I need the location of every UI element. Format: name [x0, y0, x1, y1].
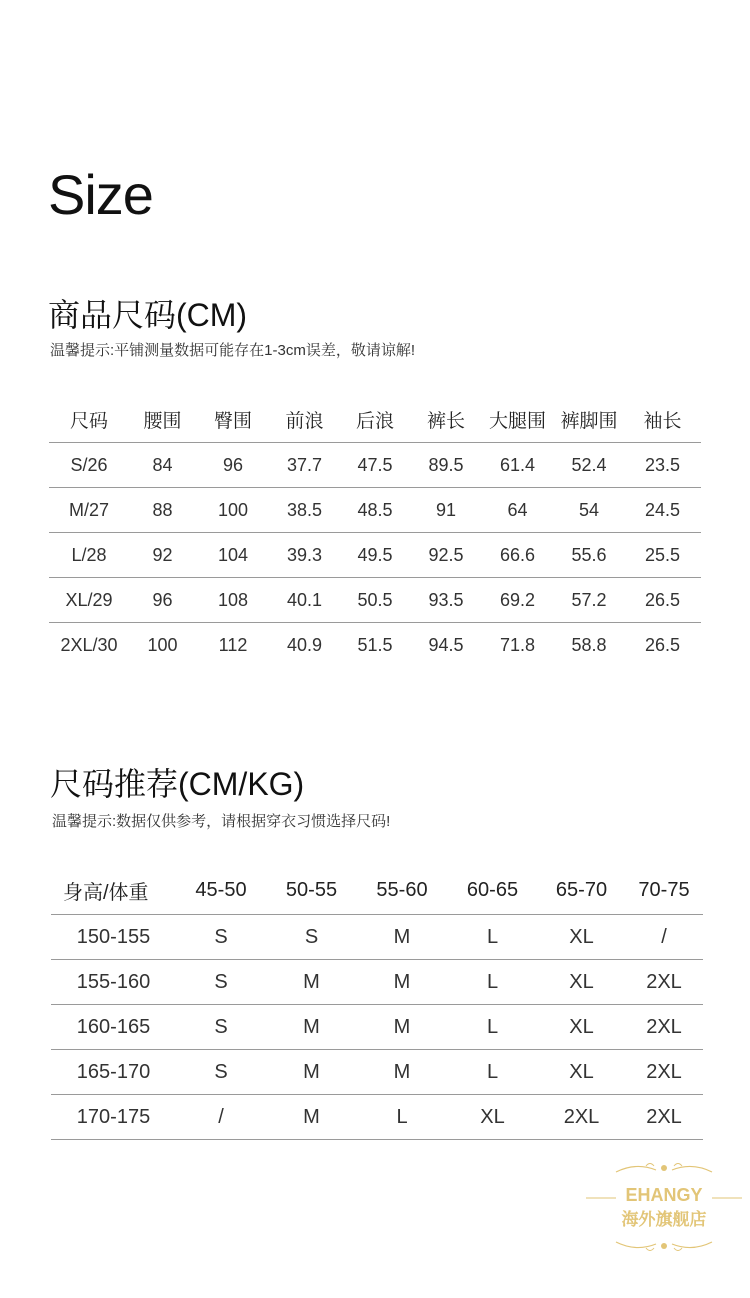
- table-cell: L: [447, 1005, 538, 1050]
- table-cell: 57.2: [554, 578, 624, 623]
- table-cell: 26.5: [644, 634, 681, 655]
- recommend-table: [51, 866, 703, 1140]
- table-cell: 100: [196, 488, 270, 533]
- table-cell: M: [357, 915, 447, 960]
- table-row: [49, 443, 701, 488]
- table-cell: 84: [129, 443, 196, 488]
- table-cell: 71.8: [499, 634, 536, 655]
- table-cell: M: [357, 1005, 447, 1050]
- table-row: [51, 1095, 703, 1140]
- table-row: [51, 960, 703, 1005]
- header-cell: 袖长: [624, 397, 701, 443]
- table-cell: 47.5: [339, 443, 411, 488]
- table-cell: 91: [411, 488, 481, 533]
- table-cell: 96: [196, 443, 270, 488]
- table-cell: M: [266, 1095, 357, 1140]
- size-table-title: 商品尺码(CM): [48, 297, 248, 333]
- table-cell: L: [357, 1095, 447, 1140]
- table-cell: 2XL: [625, 960, 703, 1005]
- header-cell: 裤脚围: [554, 397, 624, 443]
- table-cell: S/26: [49, 443, 129, 488]
- table-cell: M: [357, 960, 447, 1005]
- size-table: [49, 397, 701, 667]
- header-cell: 尺码: [49, 397, 129, 443]
- table-cell: S: [176, 960, 266, 1005]
- table-cell: 96: [129, 578, 196, 623]
- table-row: [49, 578, 701, 623]
- flourish-bottom-icon: [586, 1238, 742, 1254]
- table-cell: 51.5: [357, 634, 393, 655]
- table-row: [51, 1005, 703, 1050]
- header-cell: 45-50: [176, 866, 266, 915]
- table-cell: 2XL: [625, 1050, 703, 1095]
- table-cell: S: [176, 1005, 266, 1050]
- table-row: [49, 533, 701, 578]
- header-cell: 50-55: [266, 866, 357, 915]
- table-row: [49, 488, 701, 533]
- table-cell: /: [176, 1095, 266, 1140]
- table-cell: 94.5: [428, 634, 464, 655]
- header-cell: 身高/体重: [51, 866, 176, 915]
- header-cell: 60-65: [447, 866, 538, 915]
- table-cell: 100: [147, 634, 178, 655]
- table-cell: 52.4: [554, 443, 624, 488]
- table-cell: 108: [196, 578, 270, 623]
- table-cell: /: [625, 915, 703, 960]
- table-cell: 93.5: [411, 578, 481, 623]
- store-watermark: [586, 1160, 742, 1260]
- table-cell: 2XL/30: [60, 634, 118, 655]
- table-cell: 40.1: [270, 578, 339, 623]
- table-cell: M: [266, 1005, 357, 1050]
- header-cell: 大腿围: [481, 397, 554, 443]
- table-cell: 40.9: [286, 634, 323, 655]
- table-cell: S: [176, 1050, 266, 1095]
- flourish-top-icon: [586, 1160, 742, 1176]
- header-cell: 65-70: [538, 866, 625, 915]
- table-cell: M: [357, 1050, 447, 1095]
- size-table-header-row: [49, 397, 701, 443]
- header-cell: 55-60: [357, 866, 447, 915]
- table-cell: M/27: [49, 488, 129, 533]
- table-cell: 54: [554, 488, 624, 533]
- table-cell: 61.4: [481, 443, 554, 488]
- table-cell: 170-175: [51, 1095, 176, 1140]
- recommend-table-tip: 温馨提示:数据仅供参考，请根据穿衣习惯选择尺码!: [52, 813, 391, 830]
- table-cell: 155-160: [51, 960, 176, 1005]
- table-cell: 37.7: [270, 443, 339, 488]
- table-cell: 92: [129, 533, 196, 578]
- table-cell: 55.6: [554, 533, 624, 578]
- table-cell: 23.5: [624, 443, 701, 488]
- header-cell: 裤长: [411, 397, 481, 443]
- table-cell: L: [447, 1050, 538, 1095]
- table-cell: XL: [538, 1005, 625, 1050]
- table-row: [51, 915, 703, 960]
- table-cell: L: [447, 960, 538, 1005]
- table-cell: S: [266, 915, 357, 960]
- table-cell: XL: [538, 1050, 625, 1095]
- table-cell: 38.5: [270, 488, 339, 533]
- recommend-table-title: 尺码推荐(CM/KG): [50, 766, 305, 802]
- table-cell: 165-170: [51, 1050, 176, 1095]
- table-cell: 104: [196, 533, 270, 578]
- table-cell: XL: [538, 915, 625, 960]
- table-cell: 69.2: [481, 578, 554, 623]
- table-cell: 48.5: [339, 488, 411, 533]
- table-cell: 89.5: [411, 443, 481, 488]
- table-cell: L/28: [49, 533, 129, 578]
- table-cell: 160-165: [51, 1005, 176, 1050]
- table-cell: M: [266, 960, 357, 1005]
- recommend-table-header-row: [51, 866, 703, 915]
- table-cell: 25.5: [624, 533, 701, 578]
- table-cell: 66.6: [481, 533, 554, 578]
- table-cell: 49.5: [339, 533, 411, 578]
- table-cell: 2XL: [625, 1005, 703, 1050]
- table-cell: 26.5: [624, 578, 701, 623]
- table-cell: XL/29: [49, 578, 129, 623]
- watermark-subtitle: 海外旗舰店: [621, 1210, 707, 1229]
- table-cell: XL: [538, 960, 625, 1005]
- header-cell: 后浪: [339, 397, 411, 443]
- watermark-brand: EHANGY: [625, 1185, 703, 1205]
- table-cell: 24.5: [624, 488, 701, 533]
- size-table-tip: 温馨提示:平铺测量数据可能存在1-3cm误差，敬请谅解!: [50, 342, 416, 359]
- table-cell: 88: [129, 488, 196, 533]
- table-cell: M: [266, 1050, 357, 1095]
- header-cell: 前浪: [270, 397, 339, 443]
- table-cell: 58.8: [571, 634, 607, 655]
- table-cell: 39.3: [270, 533, 339, 578]
- table-cell: XL: [447, 1095, 538, 1140]
- table-cell: 50.5: [339, 578, 411, 623]
- page-title: Size: [48, 163, 153, 226]
- header-cell: 臀围: [196, 397, 270, 443]
- table-row: [51, 1050, 703, 1095]
- table-row: [49, 623, 701, 668]
- table-cell: 64: [481, 488, 554, 533]
- table-cell: S: [176, 915, 266, 960]
- table-cell: 2XL: [625, 1095, 703, 1140]
- header-cell: 腰围: [129, 397, 196, 443]
- table-cell: L: [447, 915, 538, 960]
- table-cell: 112: [218, 634, 248, 655]
- table-cell: 2XL: [538, 1095, 625, 1140]
- table-cell: 92.5: [411, 533, 481, 578]
- header-cell: 70-75: [625, 866, 703, 915]
- table-cell: 150-155: [51, 915, 176, 960]
